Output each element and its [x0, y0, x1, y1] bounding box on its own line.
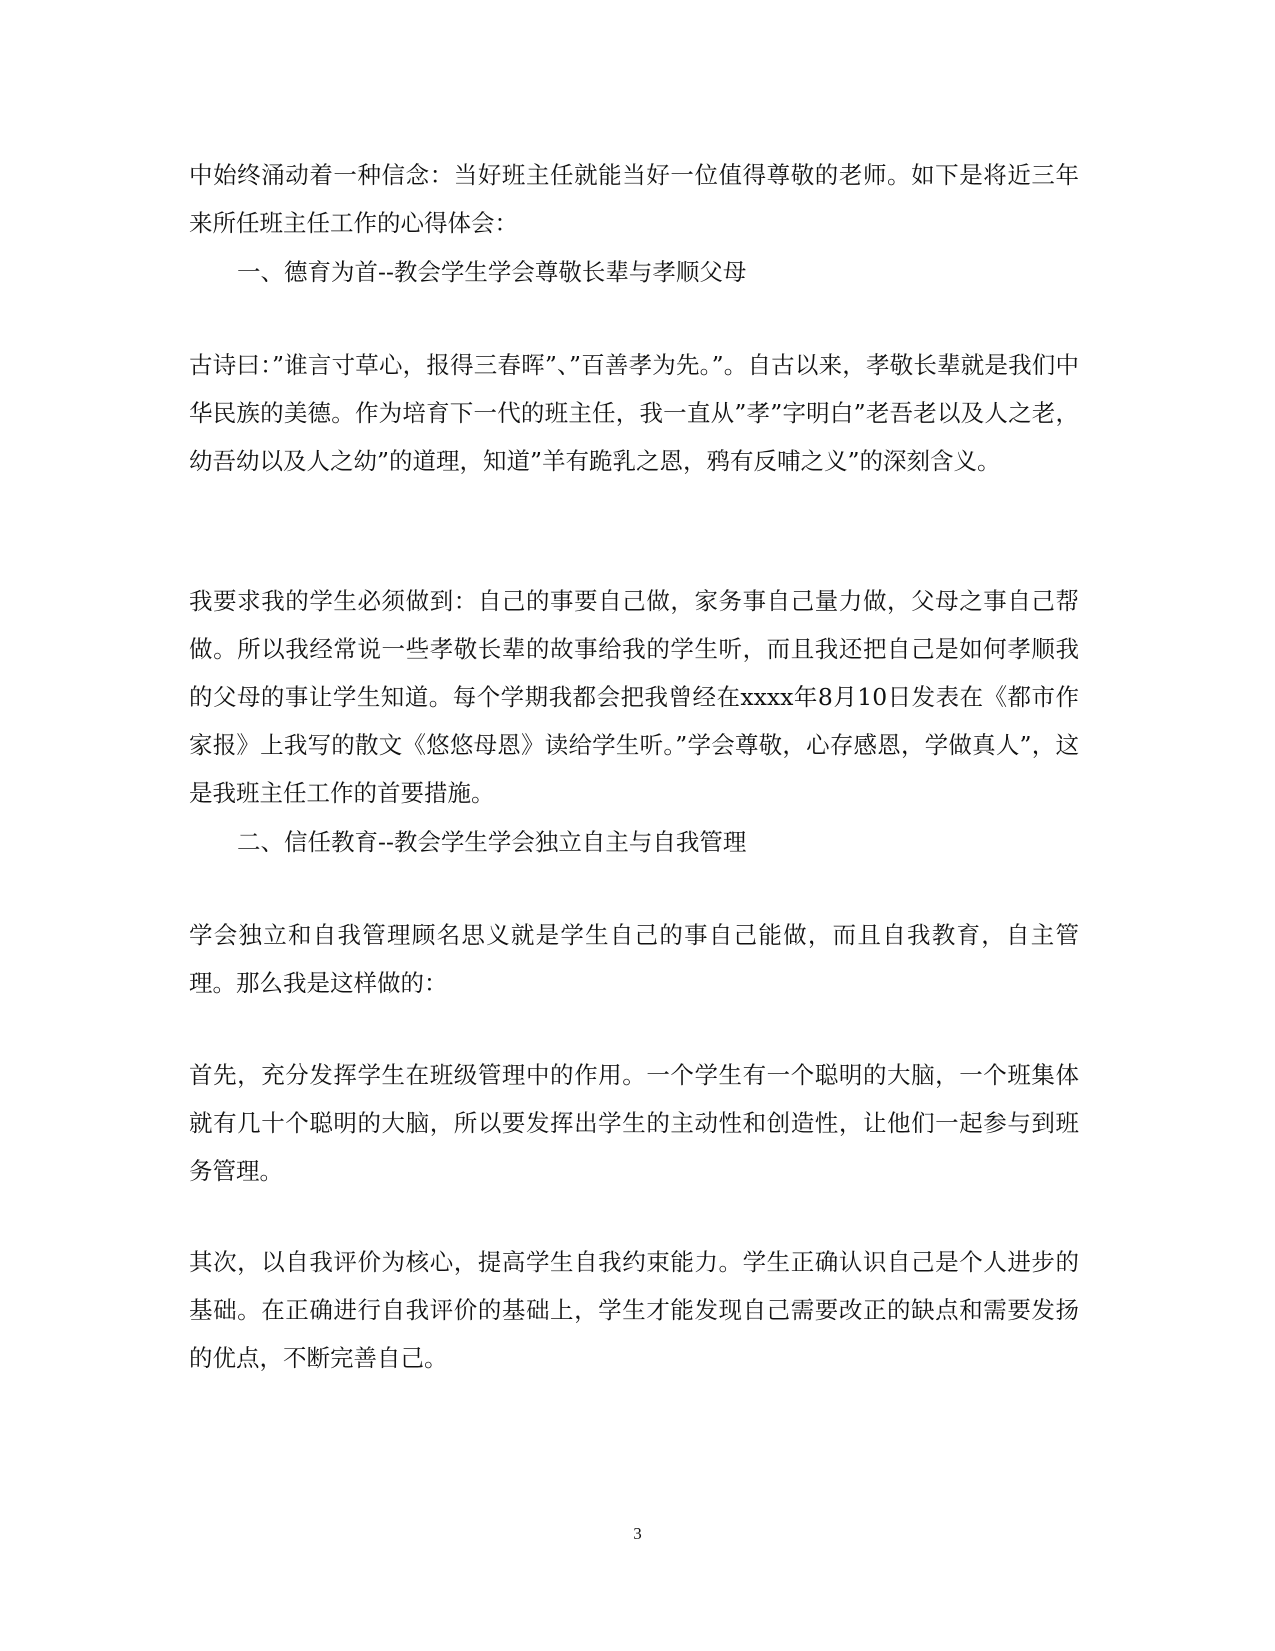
page-number: 3	[633, 1524, 642, 1543]
paragraph-intro: 中始终涌动着一种信念：当好班主任就能当好一位值得尊敬的老师。如下是将近三年来所任班主任工作的心得体会：	[189, 161, 1079, 237]
paragraph-filial-piety: 古诗曰：”谁言寸草心，报得三春晖”、”百善孝为先。”。自古以来，孝敬长辈就是我们中华民族的美德。作为培育下一代的班主任，我一直从”孝”字明白”老吾老以及人之老，幼吾幼以及人之幼”的道理，知道”羊有跪乳之恩，鸦有反哺之义”的深刻含义。	[189, 351, 1079, 475]
paragraph-second-point: 其次，以自我评价为核心，提高学生自我约束能力。学生正确认识自己是个人进步的基础。在正确进行自我评价的基础上，学生才能发现自己需要改正的缺点和需要发扬的优点，不断完善自己。	[189, 1248, 1079, 1372]
section-heading-moral-education: 一、德育为首--教会学生学会尊敬长辈与孝顺父母	[237, 258, 747, 286]
paragraph-self-management: 学会独立和自我管理顾名思义就是学生自己的事自己能做，而且自我教育，自主管理。那么我是这样做的：	[189, 921, 1079, 997]
section-heading-trust-education: 二、信任教育--教会学生学会独立自主与自我管理	[237, 828, 747, 856]
paragraph-student-requirements: 我要求我的学生必须做到：自己的事要自己做，家务事自己量力做，父母之事自己帮做。所以我经常说一些孝敬长辈的故事给我的学生听，而且我还把自己是如何孝顺我的父母的事让学生知道。每个学期我都会把我曾经在xxxx年8月10日发表在《都市作家报》上我写的散文《悠悠母恩》读给学生听。”学会尊敬，心存感恩，学做真人”，这是我班主任工作的首要措施。	[189, 587, 1079, 807]
paragraph-first-point: 首先，充分发挥学生在班级管理中的作用。一个学生有一个聪明的大脑，一个班集体就有几十个聪明的大脑，所以要发挥出学生的主动性和创造性，让他们一起参与到班务管理。	[189, 1061, 1079, 1185]
